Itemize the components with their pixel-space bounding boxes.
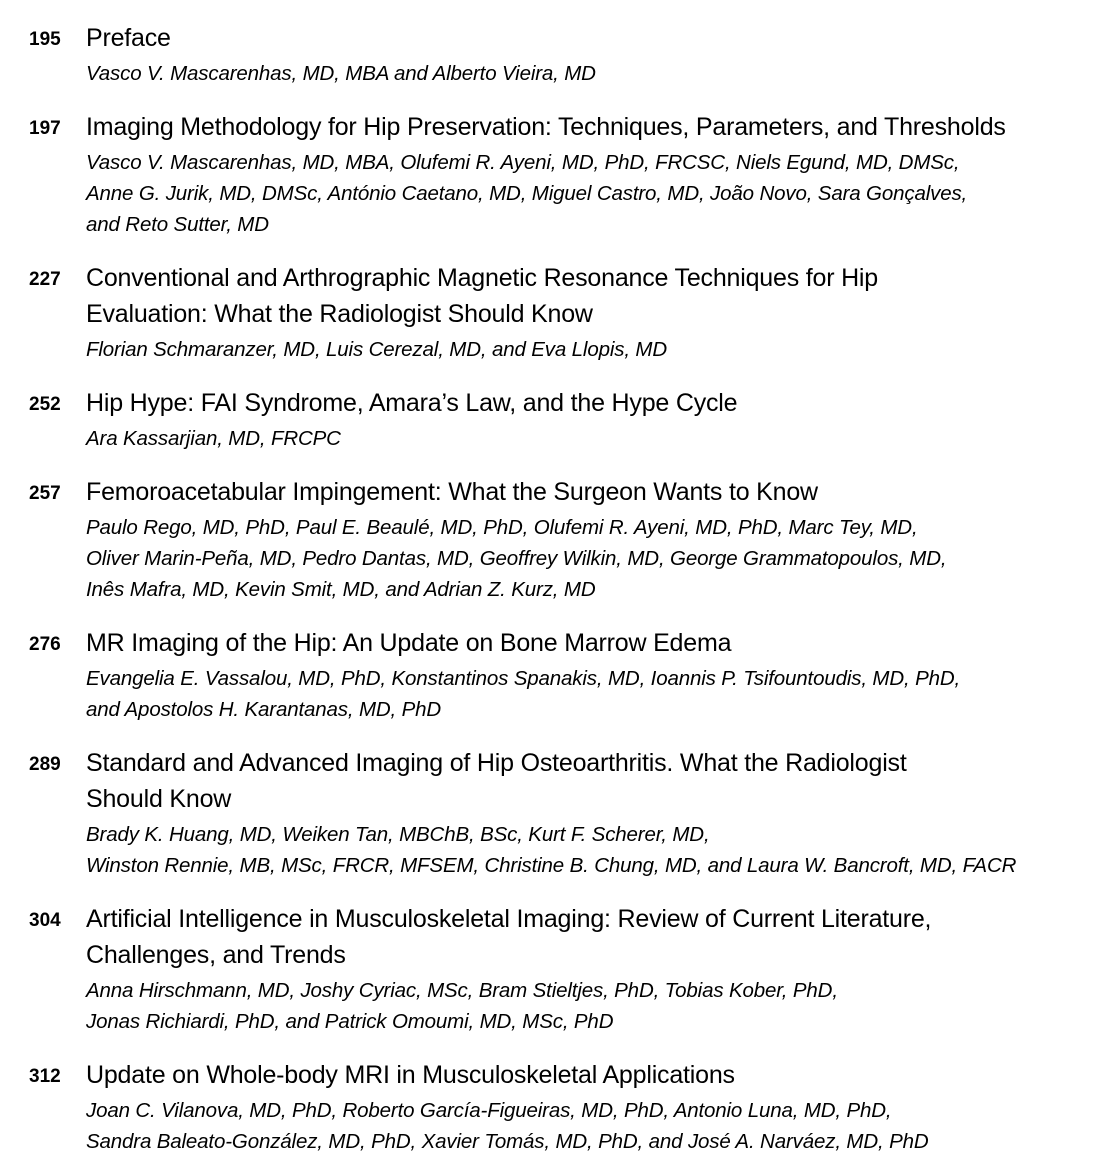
page-number: 252 <box>29 394 61 415</box>
article-title-line: Conventional and Arthrographic Magnetic Resonance Techniques for Hip <box>86 264 878 292</box>
article-title-line: Artificial Intelligence in Musculoskeletal Imaging: Review of Current Literature, <box>86 905 932 933</box>
article-title[interactable] <box>86 474 1086 510</box>
author-line: Vasco V. Mascarenhas, MD, MBA and Alberto Vieira, MD <box>86 62 596 85</box>
article-authors <box>86 423 1086 454</box>
article-title-line: MR Imaging of the Hip: An Update on Bone Marrow Edema <box>86 629 732 657</box>
author-line: Vasco V. Mascarenhas, MD, MBA, Olufemi R. Ayeni, MD, PhD, FRCSC, Niels Egund, MD, DMSc, <box>86 151 960 174</box>
article-authors <box>86 512 1086 605</box>
page-number: 257 <box>29 483 61 504</box>
article-title[interactable] <box>86 260 1086 332</box>
article-title[interactable] <box>86 20 1086 56</box>
article-title-line: Femoroacetabular Impingement: What the Surgeon Wants to Know <box>86 478 818 506</box>
page-number: 312 <box>29 1066 61 1087</box>
page-number: 289 <box>29 754 61 775</box>
article-authors <box>86 147 1086 240</box>
article-title[interactable] <box>86 745 1086 817</box>
article-title-line: Evaluation: What the Radiologist Should Know <box>86 300 593 328</box>
article-authors <box>86 975 1086 1037</box>
article-title[interactable] <box>86 625 1086 661</box>
author-line: and Apostolos H. Karantanas, MD, PhD <box>86 698 442 721</box>
article-authors <box>86 1095 1086 1157</box>
article-title-line: Challenges, and Trends <box>86 941 346 969</box>
article-authors <box>86 819 1086 881</box>
author-line: and Reto Sutter, MD <box>86 213 269 236</box>
author-line: Oliver Marin-Peña, MD, Pedro Dantas, MD, Geoffrey Wilkin, MD, George Grammatopoulos, MD, <box>86 547 947 570</box>
page-number: 197 <box>29 118 61 139</box>
article-title-line: Imaging Methodology for Hip Preservation: Techniques, Parameters, and Thresholds <box>86 113 1006 141</box>
article-title[interactable] <box>86 385 1086 421</box>
author-line: Anne G. Jurik, MD, DMSc, António Caetano, MD, Miguel Castro, MD, João Novo, Sara Gonçalves, <box>86 182 968 205</box>
author-line: Anna Hirschmann, MD, Joshy Cyriac, MSc, Bram Stieltjes, PhD, Tobias Kober, PhD, <box>86 979 838 1002</box>
author-line: Inês Mafra, MD, Kevin Smit, MD, and Adrian Z. Kurz, MD <box>86 578 596 601</box>
author-line: Joan C. Vilanova, MD, PhD, Roberto García-Figueiras, MD, PhD, Antonio Luna, MD, PhD, <box>86 1099 892 1122</box>
article-authors <box>86 663 1086 725</box>
article-title[interactable] <box>86 901 1086 973</box>
page-number: 276 <box>29 634 61 655</box>
author-line: Sandra Baleato-González, MD, PhD, Xavier Tomás, MD, PhD, and José A. Narváez, MD, PhD <box>86 1130 929 1153</box>
author-line: Winston Rennie, MB, MSc, FRCR, MFSEM, Christine B. Chung, MD, and Laura W. Bancroft, MD, FACR <box>86 854 1017 877</box>
author-line: Jonas Richiardi, PhD, and Patrick Omoumi, MD, MSc, PhD <box>86 1010 614 1033</box>
article-title-line: Update on Whole-body MRI in Musculoskeletal Applications <box>86 1061 735 1089</box>
author-line: Paulo Rego, MD, PhD, Paul E. Beaulé, MD, PhD, Olufemi R. Ayeni, MD, PhD, Marc Tey, MD, <box>86 516 918 539</box>
article-title-line: Should Know <box>86 785 232 813</box>
article-title-line: Preface <box>86 24 171 52</box>
author-line: Evangelia E. Vassalou, MD, PhD, Konstantinos Spanakis, MD, Ioannis P. Tsifountoudis, MD, PhD, <box>86 667 961 690</box>
article-authors <box>86 58 1086 89</box>
page-number: 227 <box>29 269 61 290</box>
page-number: 304 <box>29 910 61 931</box>
article-title[interactable] <box>86 109 1086 145</box>
author-line: Ara Kassarjian, MD, FRCPC <box>86 427 341 450</box>
page-number: 195 <box>29 29 61 50</box>
author-line: Florian Schmaranzer, MD, Luis Cerezal, MD, and Eva Llopis, MD <box>86 338 668 361</box>
article-title-line: Hip Hype: FAI Syndrome, Amara’s Law, and the Hype Cycle <box>86 389 738 417</box>
article-authors <box>86 334 1086 365</box>
article-title-line: Standard and Advanced Imaging of Hip Osteoarthritis. What the Radiologist <box>86 749 907 777</box>
article-title[interactable] <box>86 1057 1086 1093</box>
author-line: Brady K. Huang, MD, Weiken Tan, MBChB, BSc, Kurt F. Scherer, MD, <box>86 823 710 846</box>
